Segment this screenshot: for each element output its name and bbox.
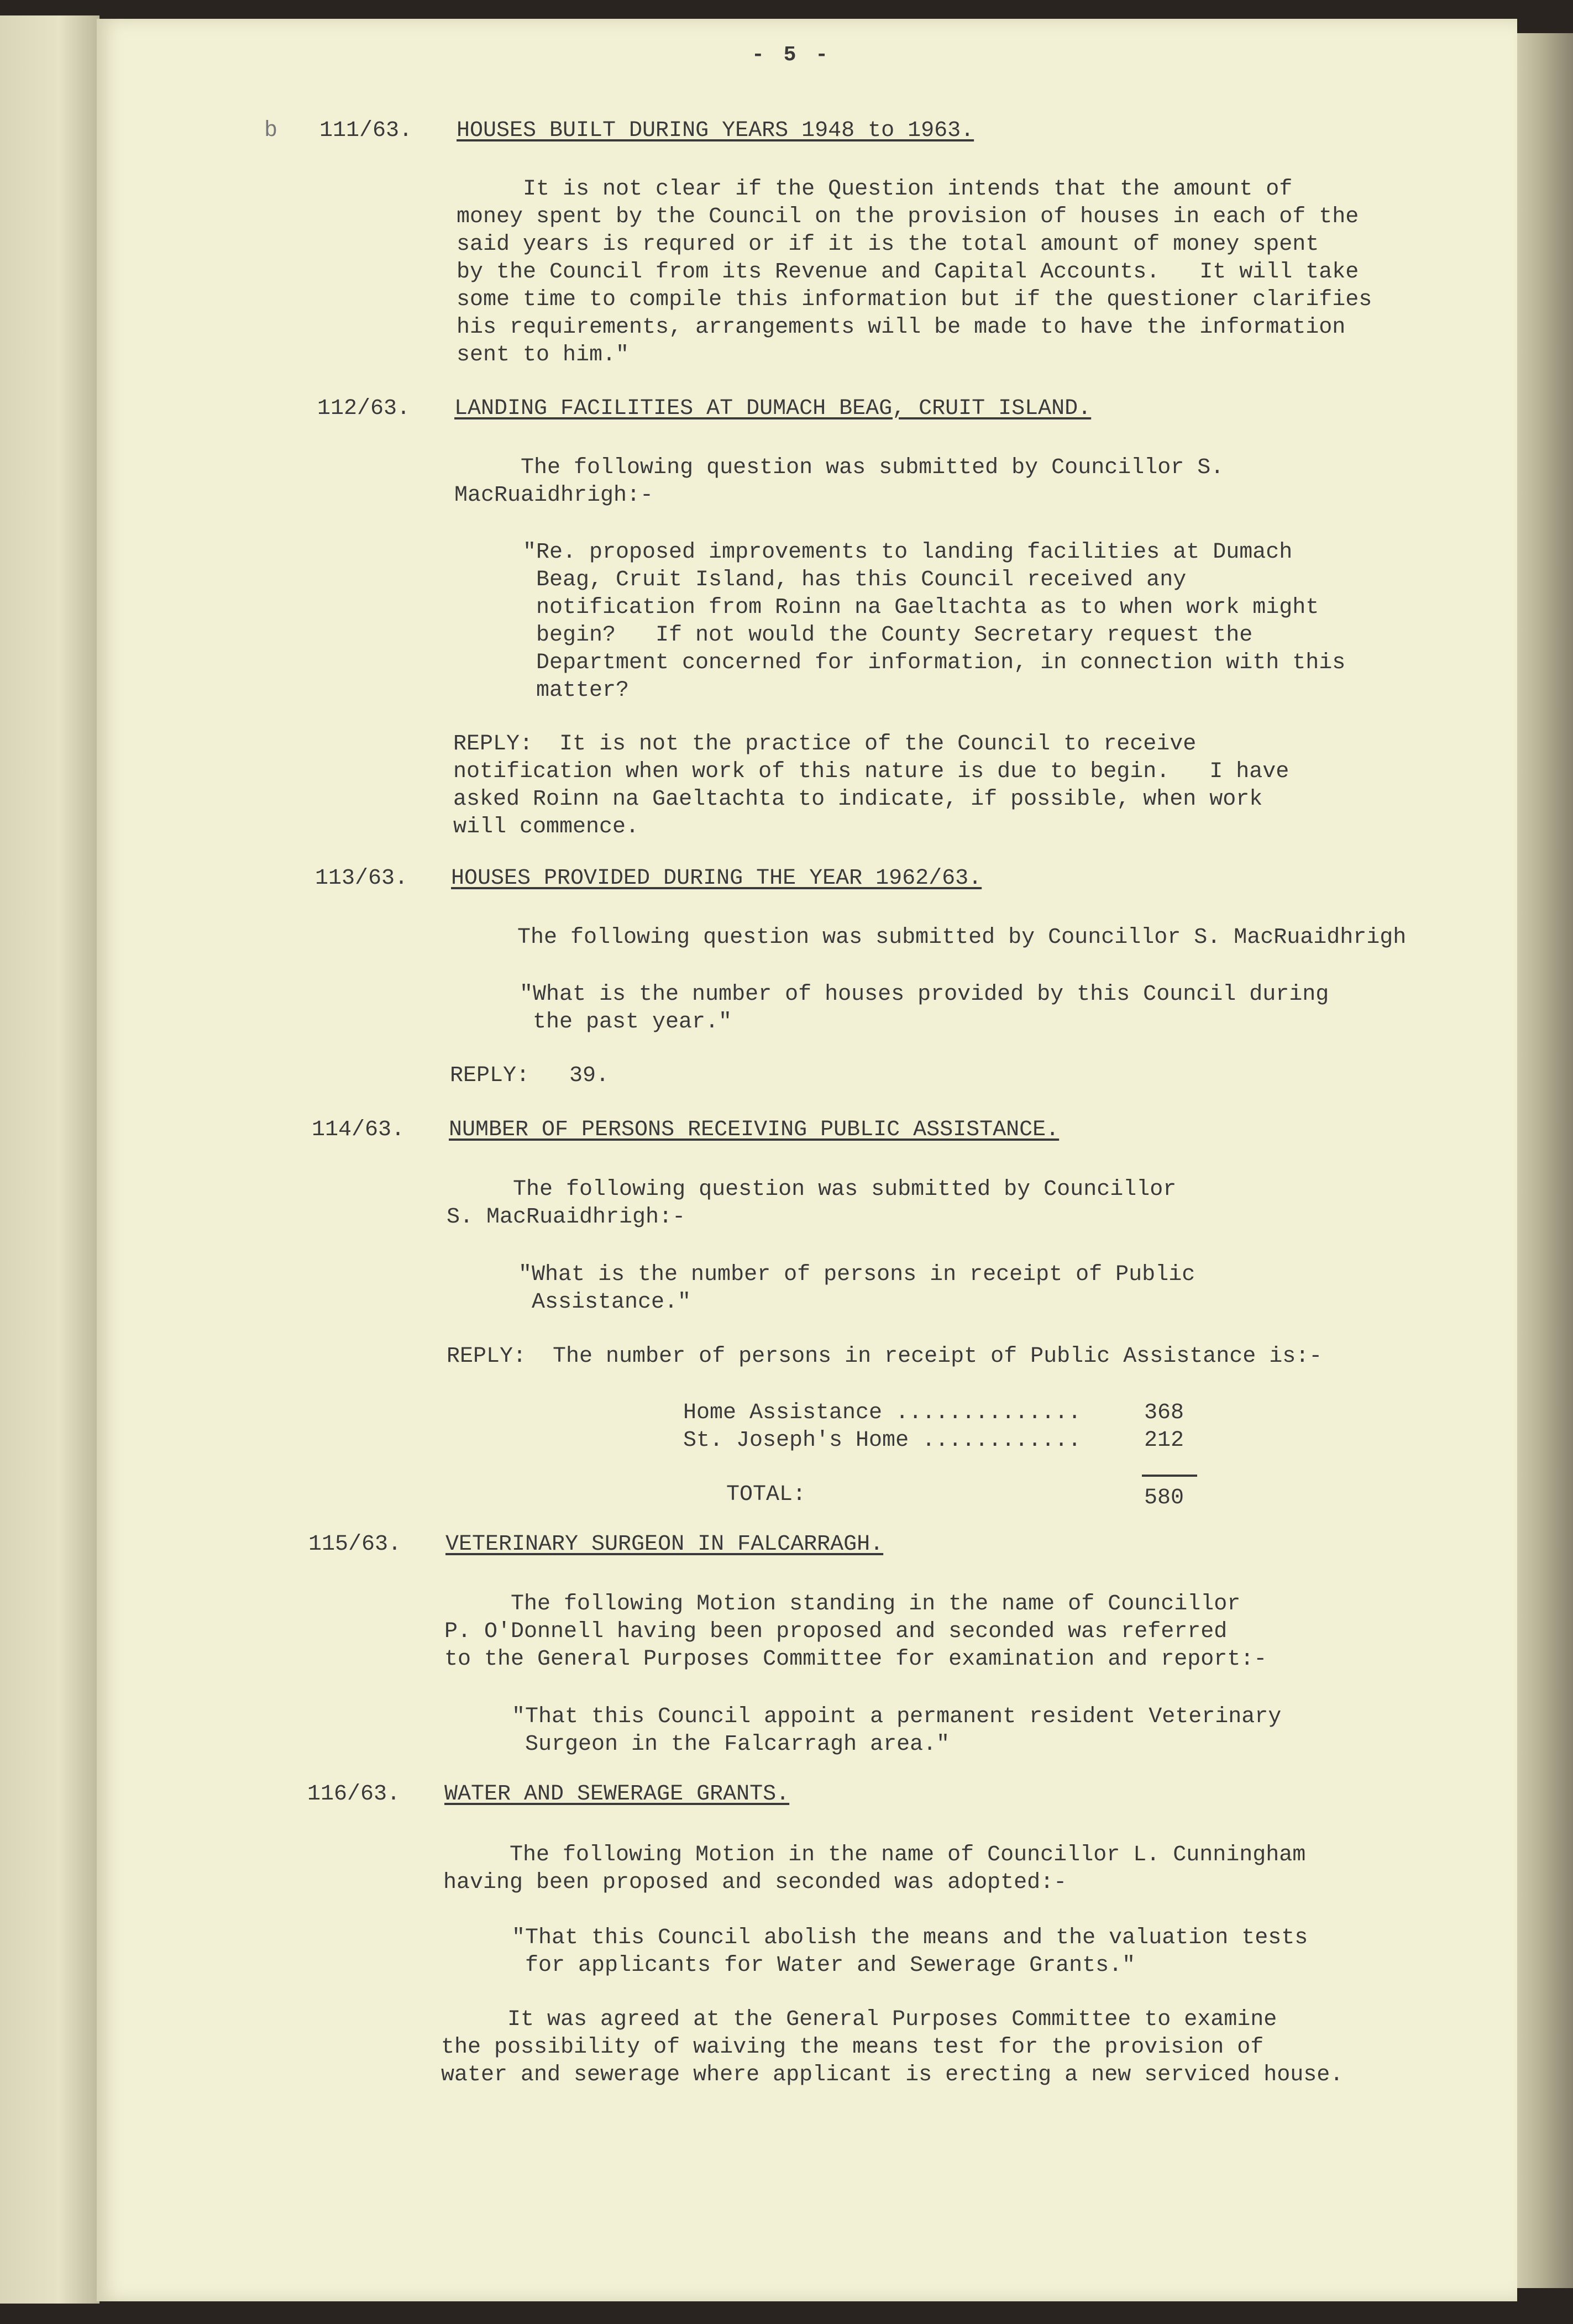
item-intro: The following question was submitted by Councillor S. MacRuaidhrigh:- (454, 455, 1224, 508)
item-intro: The following Motion in the name of Councillor L. Cunningham having been proposed and seconded was adopted:- (443, 1843, 1306, 1895)
table-row-value: 212 (1144, 1428, 1184, 1453)
item-question: "That this Council abolish the means and the valuation tests for applicants for Water and Sewerage Grants." (512, 1926, 1308, 1978)
item-heading: HOUSES BUILT DURING YEARS 1948 to 1963. (457, 118, 974, 143)
table-row-label: St. Joseph's Home ............ (683, 1428, 1082, 1453)
item-heading: LANDING FACILITIES AT DUMACH BEAG, CRUIT ISLAND. (454, 396, 1092, 421)
item-closing: It was agreed at the General Purposes Committee to examine the possibility of waiving the means test for the provision of water and sewerage where applicant is erecting a new serviced house. (441, 2007, 1344, 2087)
item-question: "What is the number of persons in receipt of Public Assistance." (518, 1262, 1196, 1315)
item-number: 114/63. (312, 1118, 405, 1142)
item-reply: REPLY: It is not the practice of the Council to receive notification when work of this nature is due to begin. I have asked Roinn na Gaeltachta to indicate, if possible, when work will commence. (453, 732, 1289, 840)
total-rule (1142, 1475, 1197, 1477)
item-question: "That this Council appoint a permanent resident Veterinary Surgeon in the Falcarragh area." (512, 1704, 1282, 1757)
total-value: 580 (1144, 1486, 1184, 1510)
item-number: 111/63. (319, 118, 413, 143)
table-row-label: Home Assistance .............. (683, 1400, 1082, 1425)
item-number: 112/63. (317, 396, 411, 421)
item-reply: REPLY: The number of persons in receipt of Public Assistance is:- (447, 1344, 1323, 1369)
item-reply: REPLY: 39. (450, 1063, 610, 1088)
item-question: "Re. proposed improvements to landing facilities at Dumach Beag, Cruit Island, has this Council received any notification from Roinn na Gaeltachta as to when work might begin? If not would the County Secretary request the Department concerned for information, in connection with this matter? (523, 540, 1346, 703)
page-number: - 5 - (752, 43, 832, 67)
item-heading: HOUSES PROVIDED DURING THE YEAR 1962/63. (451, 866, 982, 891)
item-intro: The following Motion standing in the name of Councillor P. O'Donnell having been proposed and seconded was referred to the General Purposes Committee for examination and report:- (444, 1592, 1267, 1672)
item-number: 116/63. (307, 1782, 401, 1807)
total-label: TOTAL: (726, 1482, 806, 1507)
item-number: 115/63. (308, 1532, 402, 1557)
item-heading: VETERINARY SURGEON IN FALCARRAGH. (445, 1532, 884, 1557)
margin-note: b (264, 118, 278, 143)
item-heading: NUMBER OF PERSONS RECEIVING PUBLIC ASSISTANCE. (449, 1118, 1060, 1142)
item-intro: The following question was submitted by Councillor S. MacRuaidhrigh (451, 925, 1407, 950)
item-question: "What is the number of houses provided by this Council during the past year." (520, 982, 1329, 1035)
item-number: 113/63. (315, 866, 408, 891)
item-intro: The following question was submitted by Councillor S. MacRuaidhrigh:- (447, 1177, 1177, 1230)
item-heading: WATER AND SEWERAGE GRANTS. (444, 1782, 790, 1807)
item-body: It is not clear if the Question intends that the amount of money spent by the Council on the provision of houses in each of the said years is requred or if it is the total amount of money spent by the Council from its Revenue and Capital Accounts. It will take some time to compile this information but if the questioner clarifies his requirements, arrangements will be made to have the information sent to him." (457, 177, 1372, 368)
table-row-value: 368 (1144, 1400, 1184, 1425)
